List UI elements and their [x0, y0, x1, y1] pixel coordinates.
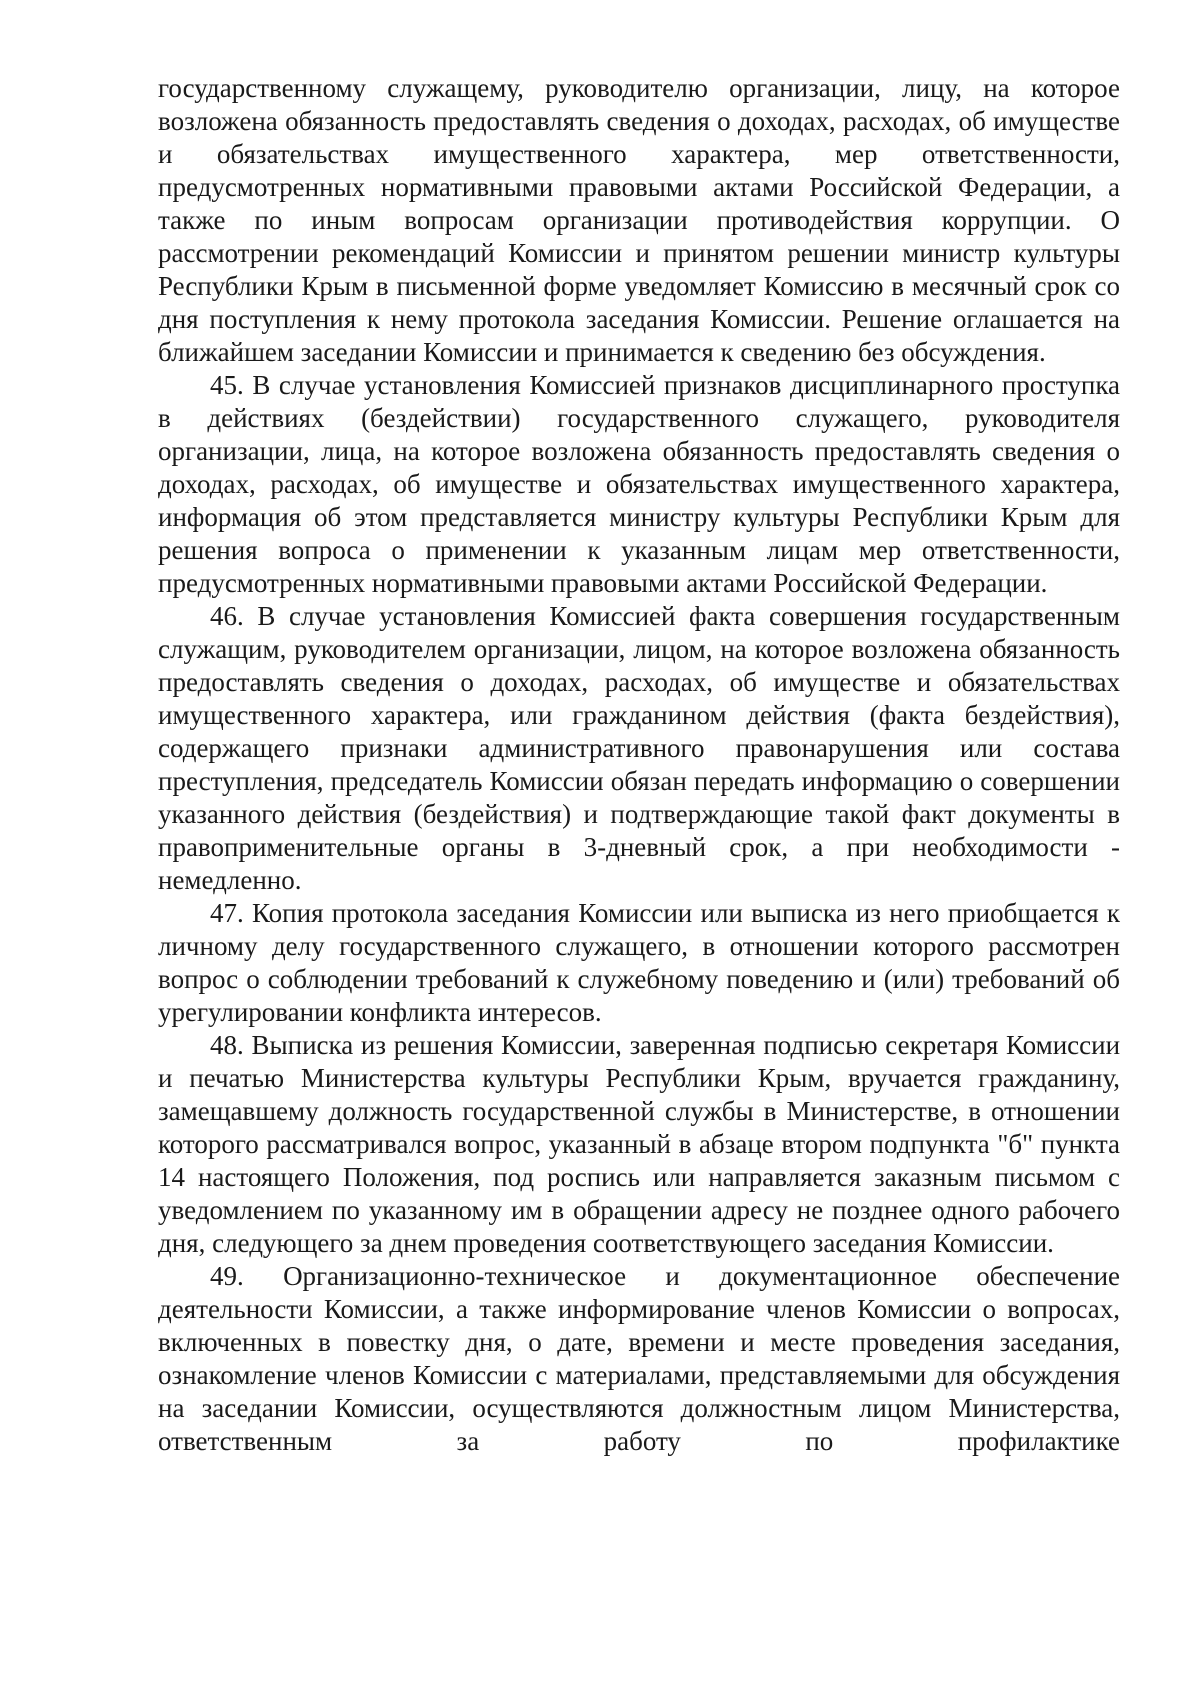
paragraph-text: В случае установления Комиссией факта совершения государственным служащим, руководителем организации, лицом, на которое возложена обязанность предоставлять сведения о доходах, расходах, об имуществе и обязательствах имущественного характера, или гражданином действия (факта бездействия), содержащего признаки административного правонарушения или состава преступления, председатель Комиссии обязан передать информацию о совершении указанного действия (бездействия) и подтверждающие такой факт документы в правоприменительные органы в 3-дневный срок, а при необходимости - немедленно. [158, 601, 1120, 895]
paragraph-number: 45. [210, 370, 244, 400]
paragraph-45 [158, 369, 1120, 600]
paragraph-number: 47. [210, 898, 244, 928]
paragraph-text: государственному служащему, руководителю организации, лицу, на которое возложена обязанность предоставлять сведения о доходах, расходах, об имуществе и обязательствах имущественного характера, мер ответственности, предусмотренных нормативными правовыми актами Российской Федерации, а также по иным вопросам организации противодействия коррупции. О рассмотрении рекомендаций Комиссии и принятом решении министр культуры Республики Крым в письменной форме уведомляет Комиссию в месячный срок со дня поступления к нему протокола заседания Комиссии. Решение оглашается на ближайшем заседании Комиссии и принимается к сведению без обсуждения. [158, 73, 1120, 367]
paragraph-continuation [158, 72, 1120, 369]
paragraph-text: В случае установления Комиссией признаков дисциплинарного проступка в действиях (бездействии) государственного служащего, руководителя организации, лица, на которое возложена обязанность предоставлять сведения о доходах, расходах, об имуществе и обязательствах имущественного характера, информация об этом представляется министру культуры Республики Крым для решения вопроса о применении к указанным лицам мер ответственности, предусмотренных нормативными правовыми актами Российской Федерации. [158, 370, 1121, 598]
document-page [158, 72, 1120, 1458]
paragraph-text: Копия протокола заседания Комиссии или выписка из него приобщается к личному делу государственного служащего, в отношении которого рассмотрен вопрос о соблюдении требований к служебному поведению и (или) требований об урегулировании конфликта интересов. [158, 898, 1120, 1027]
paragraph-number: 46. [210, 601, 244, 631]
paragraph-48 [158, 1029, 1120, 1260]
paragraph-text: Выписка из решения Комиссии, заверенная подписью секретаря Комиссии и печатью Министерства культуры Республики Крым, вручается гражданину, замещавшему должность государственной службы в Министерстве, в отношении которого рассматривался вопрос, указанный в абзаце втором подпункта "б" пункта 14 настоящего Положения, под роспись или направляется заказным письмом с уведомлением по указанному им в обращении адресу не позднее одного рабочего дня, следующего за днем проведения соответствующего заседания Комиссии. [158, 1030, 1121, 1258]
paragraph-47 [158, 897, 1120, 1029]
paragraph-number: 49. [210, 1261, 244, 1291]
paragraph-text: Организационно-техническое и документационное обеспечение деятельности Комиссии, а также информирование членов Комиссии о вопросах, включенных в повестку дня, о дате, времени и месте проведения заседания, ознакомление членов Комиссии с материалами, представляемыми для обсуждения на заседании Комиссии, осуществляются должностным лицом Министерства, ответственным за работу по профилактике [158, 1261, 1120, 1456]
paragraph-49 [158, 1260, 1120, 1458]
paragraph-number: 48. [210, 1030, 244, 1060]
paragraph-46 [158, 600, 1120, 897]
